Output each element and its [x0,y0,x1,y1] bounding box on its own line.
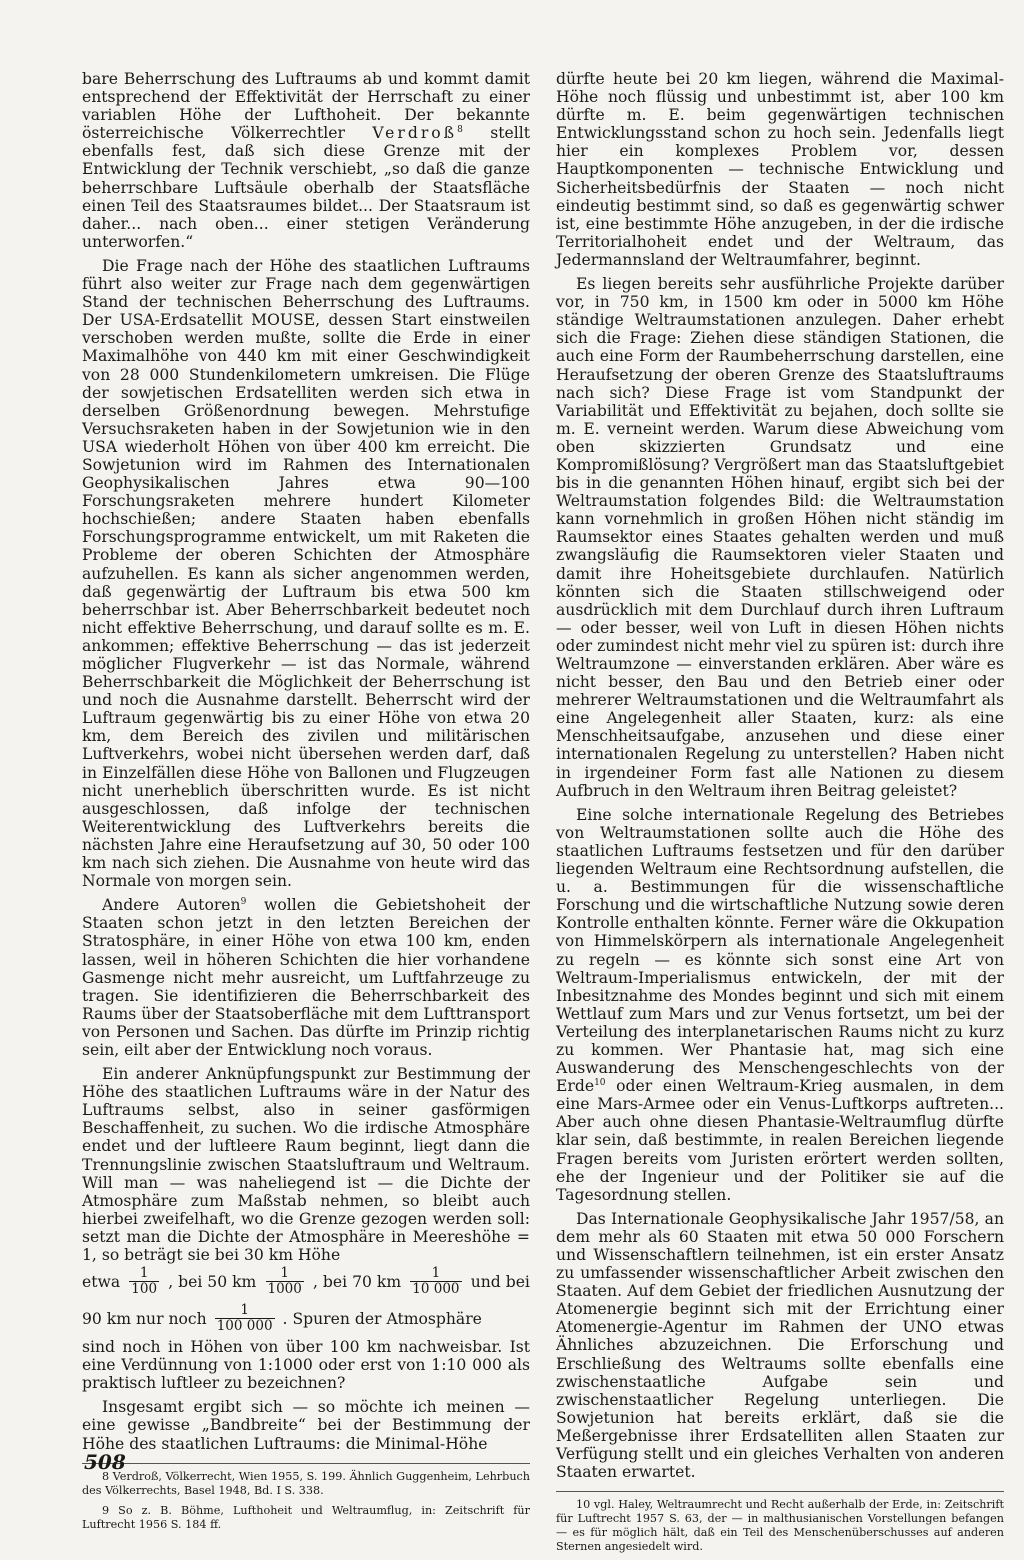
paragraph: Es liegen bereits sehr ausführliche Projekte darüber vor, in 750 km, in 1500 km oder in 5000 km Höhe ständige Weltraumstationen anzulegen. Daher erhebt sich die Frage: Ziehen diese ständigen Stationen, die auch eine Form der Raumbeherrschung darstellen, eine Heraufsetzung der oberen Grenze des Staatsluftraums nach sich? Diese Frage ist vom Standpunkt der Variabilität und Effektivität zu bejahen, doch sollte sie m. E. verneint werden. Warum diese Abweichung vom oben skizzierten Grundsatz und eine Kompromißlösung? Vergrößert man das Staatsluftgebiet bis in die genannten Höhen hinauf, ergibt sich bei der Weltraumstation folgendes Bild: die Weltraumstation kann vornehmlich in großen Höhen nicht ständig im Raumsektor eines Staates gehalten werden und muß zwangsläufig die Raumsektoren vieler Staaten und damit ihre Hoheitsgebiete durchlaufen. Natürlich könnten sich die Staaten stillschweigend oder ausdrücklich mit dem Durchlauf durch ihren Luftraum — oder besser, weil von Luft in diesen Höhen nichts oder zumindest nicht mehr viel zu spüren ist: durch ihre Weltraumzone — einverstanden erklären. Aber wäre es nicht besser, den Bau und den Betrieb einer oder mehrerer Weltraumstationen und die Weltraumfahrt als eine Angelegenheit aller Staaten, kurz: als eine Menschheitsaufgabe, anzusehen und diese einer internationalen Regelung zu unterstellen? Haben nicht in irgendeiner Form fast alle Nationen zu diesem Aufbruch in den Weltraum ihren Beitrag geleistet? [556,275,1004,800]
footnote: 8 Verdroß, Völkerrecht, Wien 1955, S. 199. Ähnlich Guggenheim, Lehrbuch des Völkerrechts, Basel 1948, Bd. I S. 338. [82,1469,530,1497]
footnote-ref[interactable]: 10 [594,1078,606,1089]
footnote-divider [82,1463,530,1464]
footnote-ref[interactable]: 9 [240,897,247,908]
right-column [556,70,1004,1560]
footnote-divider [556,1491,1004,1492]
paragraph: Insgesamt ergibt sich — so möchte ich meinen — eine gewisse „Bandbreite“ bei der Bestimmung der Höhe des staatlichen Luftraums: die Minimal-Höhe [82,1398,530,1453]
fraction: $\frac{1}{100 000}$ [216,1302,273,1335]
fraction: $\frac{1}{10 000}$ [412,1265,460,1298]
page-number: 508 [84,1450,126,1474]
paragraph: sind noch in Höhen von über 100 km nachweisbar. Ist eine Verdünnung von 1:1000 oder erst von 1:10 000 als praktisch luftleer zu bezeichnen? [82,1338,530,1393]
paragraph: dürfte heute bei 20 km liegen, während die Maximal-Höhe noch flüssig und unbestimmt ist, aber 100 km dürfte m. E. beim gegenwärtigen technischen Entwicklungsstand schon zu hoch sein. Jedenfalls liegt hier ein komplexes Problem vor, dessen Hauptkomponenten — technische Entwicklung und Sicherheitsbedürfnis der Staaten — noch nicht eindeutig bestimmt sind, so daß es gegenwärtig schwer ist, eine bestimmte Höhe anzugeben, in der die irdische Territorialhoheit endet und der Weltraum, das Jedermannsland der Weltraumfahrer, beginnt. [556,70,1004,269]
paragraph: Andere Autoren$^9$ wollen die Gebietshoheit der Staaten schon jetzt in den letzten Bereichen der Stratosphäre, in einer Höhe von etwa 100 km, enden lassen, weil in höheren Schichten die hier vorhandene Gasmenge nicht mehr ausreicht, um Luftfahrzeuge zu tragen. Sie identifizieren die Beherrschbarkeit des Raums über der Staatsoberfläche mit dem Lufttransport von Personen und Sachen. Das dürfte im Prinzip richtig sein, eilt aber der Entwicklung noch voraus. [82,896,530,1059]
footnote: 9 So z. B. Böhme, Lufthoheit und Weltraumflug, in: Zeitschrift für Luftrecht 1956 S. 184 ff. [82,1503,530,1531]
paragraph: Eine solche internationale Regelung des Betriebes von Weltraumstationen sollte auch die Höhe des staatlichen Luftraums festsetzen und für den darüber liegenden Weltraum eine Rechtsordnung aufstellen, die u. a. Bestimmungen für die wissenschaftliche Forschung und die wirtschaftliche Nutzung sowie deren Kontrolle enthalten könnte. Ferner wäre die Okkupation von Himmelskörpern als internationale Angelegenheit zu regeln — es könnte sich sonst eine Art von Weltraum-Imperialismus entwickeln, der mit der Inbesitznahme des Mondes beginnt und sich mit einem Wettlauf zum Mars und zur Venus fortsetzt, um bei der Verteilung des interplanetarischen Raums nicht zu kurz zu kommen. Wer Phantasie hat, mag sich eine Auswanderung des Menschengeschlechts von der Erde$^{10}$ oder einen Weltraum-Krieg ausmalen, in dem eine Mars-Armee oder ein Venus-Luftkorps auftreten... Aber auch ohne diesen Phantasie-Weltraumflug dürfte klar sein, daß bestimmte, in realen Bereichen liegende Fragen bereits vom Juristen erörtert werden sollten, ehe der Ingenieur und der Politiker sie auf die Tagesordnung stellen. [556,805,1004,1204]
paragraph: Ein anderer Anknüpfungspunkt zur Bestimmung der Höhe des staatlichen Luftraums wäre in der Natur des Luftraums selbst, also in seiner gasförmigen Beschaffenheit, zu suchen. Wo die irdische Atmosphäre endet und der luftleere Raum beginnt, liegt dann die Trennungslinie zwischen Staatsluftraum und Weltraum. Will man — was naheliegend ist — die Dichte der Atmosphäre zum Maßstab nehmen, so bleibt auch hierbei zweifelhaft, wo die Grenze gezogen werden soll: setzt man die Dichte der Atmosphäre in Meereshöhe = 1, so beträgt sie bei 30 km Höhe [82,1065,530,1264]
footnote-ref[interactable]: 8 [457,125,463,136]
paragraph: Die Frage nach der Höhe des staatlichen Luftraums führt also weiter zur Frage nach dem gegenwärtigen Stand der technischen Beherrschung des Luftraums. Der USA-Erdsatellit MOUSE, dessen Start einstweilen verschoben werden mußte, sollte die Erde in einer Maximalhöhe von 440 km mit einer Geschwindigkeit von 28 000 Stundenkilometern umkreisen. Die Flüge der sowjetischen Erdsatelliten werden sich etwa in derselben Größenordnung bewegen. Mehrstufige Versuchsraketen haben in der Sowjetunion wie in den USA wiederholt Höhen von über 400 km erreicht. Die Sowjetunion wird im Rahmen des Internationalen Geophysikalischen Jahres etwa 90—100 Forschungsraketen mehrere hundert Kilometer hochschießen; andere Staaten haben ebenfalls Forschungsprogramme entwickelt, um mit Raketen die Probleme der oberen Schichten der Atmosphäre aufzuhellen. Es kann als sicher angenommen werden, daß gegenwärtig der Luftraum bis etwa 500 km beherrschbar ist. Aber Beherrschbarkeit bedeutet noch nicht effektive Beherrschung, und darauf sollte es m. E. ankommen; effektive Beherrschung — das ist jederzeit möglicher Flugverkehr — ist das Normale, während Beherrschbarkeit die Möglichkeit der Beherrschung ist und noch die Ausnahme darstellt. Beherrscht wird der Luftraum gegenwärtig bis zu einer Höhe von etwa 20 km, dem Bereich des zivilen und militärischen Luftverkehrs, wobei nicht übersehen werden darf, daß in Einzelfällen diese Höhe von Ballonen und Flugzeugen nicht unerheblich überschritten wurde. Es ist nicht ausgeschlossen, daß infolge der technischen Weiterentwicklung des Luftverkehrs bereits die nächsten Jahre eine Heraufsetzung auf 30, 50 oder 100 km nach sich ziehen. Die Ausnahme von heute wird das Normale von morgen sein. [82,256,530,891]
paragraph: bare Beherrschung des Luftraums ab und kommt damit entsprechend der Effektivität der Herrschaft zu einer variablen Höhe der Lufthoheit. Der bekannte österreichische Völkerrechtler Verdroß$^8$ stellt ebenfalls fest, daß sich diese Grenze mit der Entwicklung der Technik verschiebt, „so daß die ganze beherrschbare Luftsäule oberhalb der Staatsfläche einen Teil des Staatsraumes bildet... Der Staatsraum ist daher... nach oben... einer stetigen Veränderung unterworfen.“ [82,70,530,251]
paragraph: Das Internationale Geophysikalische Jahr 1957/58, an dem mehr als 60 Staaten mit etwa 50 000 Forschern und Wissenschaftlern teilnehmen, ist ein erster Ansatz zu umfassender wissenschaftlicher Arbeit zwischen den Staaten. Auf dem Gebiet der friedlichen Ausnutzung der Atomenergie beginnt sich mit der Errichtung einer Atomenergie-Agentur im Rahmen der UNO etwas Ähnliches abzuzeichnen. Die Erforschung und Erschließung des Weltraums sollte ebenfalls eine zwischenstaatliche Aufgabe sein und zwischenstaatlicher Regelung unterliegen. Die Sowjetunion hat bereits erklärt, daß sie die Meßergebnisse ihrer Erdsatelliten allen Staaten zur Verfügung stellt und ein gleiches Verhalten von anderen Staaten erwartet. [556,1209,1004,1482]
left-column [82,70,530,1538]
density-fractions-line: etwa $\frac{1}{100}$ , bei 50 km $\frac{1}{1000}$ , bei 70 km $\frac{1}{10 000}$ und bei [82,1265,530,1298]
fraction: $\frac{1}{100}$ [131,1265,158,1298]
density-fraction-line: 90 km nur noch $\frac{1}{100 000}$ . Spuren der Atmosphäre [82,1302,482,1335]
footnote: 10 vgl. Haley, Weltraumrecht und Recht außerhalb der Erde, in: Zeitschrift für Luftrecht 1957 S. 63, der — in malthusianischen Vorstellungen befangen — es für möglich hält, daß ein Teil des Menschenüberschusses auf anderen Sternen angesiedelt wird. [556,1498,1004,1554]
author-name: Verdroß [372,124,458,143]
fraction: $\frac{1}{1000}$ [267,1265,302,1298]
